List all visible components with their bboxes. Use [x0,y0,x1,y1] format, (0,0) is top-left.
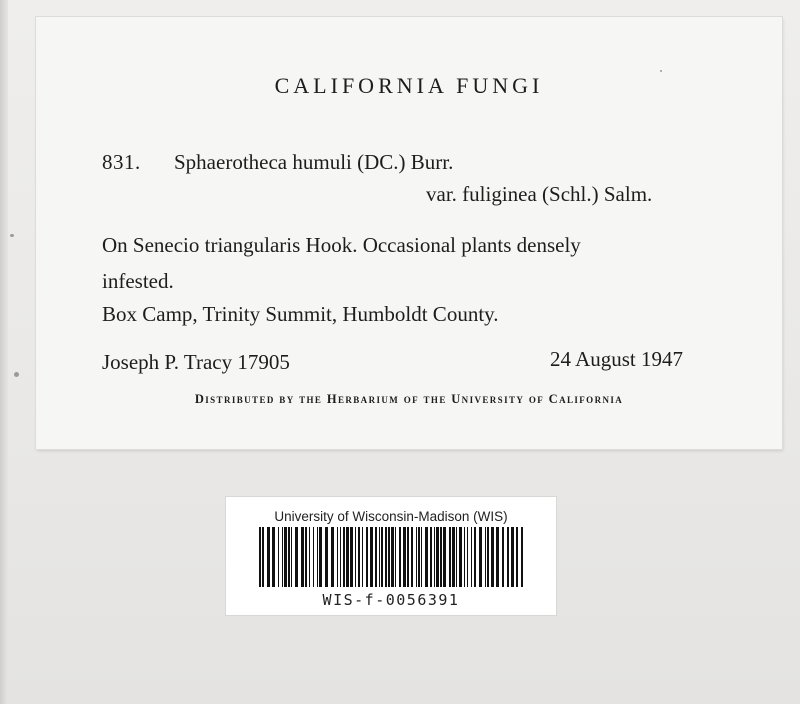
barcode-bar [388,527,390,587]
barcode-bar [474,527,476,587]
barcode-bar [350,527,353,587]
distribution-footer: Distributed by the Herbarium of the University of California [194,392,624,406]
barcode-bar [288,527,290,587]
barcode-bar [434,527,435,587]
variety-name: var. fuliginea (Schl.) Salm. [426,182,653,206]
barcode-bar [449,527,451,587]
barcode-bar [346,527,349,587]
barcode-bar [259,527,261,587]
barcode-bar [355,527,356,587]
barcode-bar [502,527,504,587]
barcode-bar [403,527,406,587]
barcode-bar [381,527,383,587]
barcode-label [226,497,556,615]
barcode-bar [305,527,307,587]
barcode-bar [467,527,468,587]
barcode-bar [317,527,318,587]
collection-date: 24 August 1947 [550,347,684,371]
barcode-bar [340,527,341,587]
barcode-bar [278,527,279,587]
barcode-bar [370,527,373,587]
barcode-bar [464,527,465,587]
barcode-bar [456,527,457,587]
barcode-bar [436,527,439,587]
barcode-bar [418,527,420,587]
host-line-1: On Senecio triangularis Hook. Occasional plants densely [102,233,581,257]
barcode-bar [358,527,360,587]
barcode-bar [272,527,275,587]
barcode-bar [284,527,287,587]
barcode-bar [421,527,422,587]
catalog-number: WIS-f-0056391 [322,591,460,609]
barcode-bar [331,527,334,587]
collector: Joseph P. Tracy 17905 [102,350,290,374]
barcode-bar [452,527,455,587]
barcode-bar [262,527,264,587]
barcode-bar [366,527,368,587]
barcode-bar [282,527,283,587]
barcode-bar [491,527,494,587]
specimen-label [36,17,782,449]
barcode-bar [399,527,401,587]
barcode-bar [267,527,270,587]
barcode-bar [516,527,518,587]
barcode-bar [496,527,499,587]
barcode-bar [319,527,322,587]
barcode-bar [430,527,432,587]
specimen-number: 831. [102,150,141,174]
paper-speck [660,70,662,72]
barcode-bar [385,527,387,587]
barcode-bar [291,527,292,587]
host-line-2: infested. [102,269,174,293]
barcode-bar [395,527,396,587]
barcode-bar [443,527,446,587]
barcode-bar [485,527,486,587]
barcode-bar [425,527,428,587]
barcode-bar [487,527,489,587]
barcode-bar [379,527,380,587]
barcode-bar [301,527,304,587]
paper-speck [10,234,14,237]
label-title: CALIFORNIA FUNGI [274,73,544,98]
barcode-bar [440,527,442,587]
barcode-bar [309,527,310,587]
barcode-bar [479,527,482,587]
barcode-bar [337,527,338,587]
barcode-bar [343,527,345,587]
barcode-bar [375,527,377,587]
institution-name: University of Wisconsin-Madison (WIS) [274,509,508,524]
species-name: Sphaerotheca humuli (DC.) Burr. [174,150,454,174]
barcode-bar [511,527,514,587]
barcode-bar [471,527,472,587]
barcode-bar [313,527,314,587]
barcode-bar [407,527,409,587]
barcode-bar [295,527,298,587]
barcode-bar [325,527,328,587]
barcode-bar [391,527,394,587]
barcode-bar [507,527,509,587]
barcode-bar [411,527,413,587]
barcode-bar [416,527,417,587]
barcode-bar [362,527,363,587]
locality: Box Camp, Trinity Summit, Humboldt County. [102,302,499,326]
barcode-bar [521,527,523,587]
paper-speck [14,372,19,377]
sheet-edge [0,0,8,704]
barcode [259,527,523,587]
barcode-bar [459,527,462,587]
